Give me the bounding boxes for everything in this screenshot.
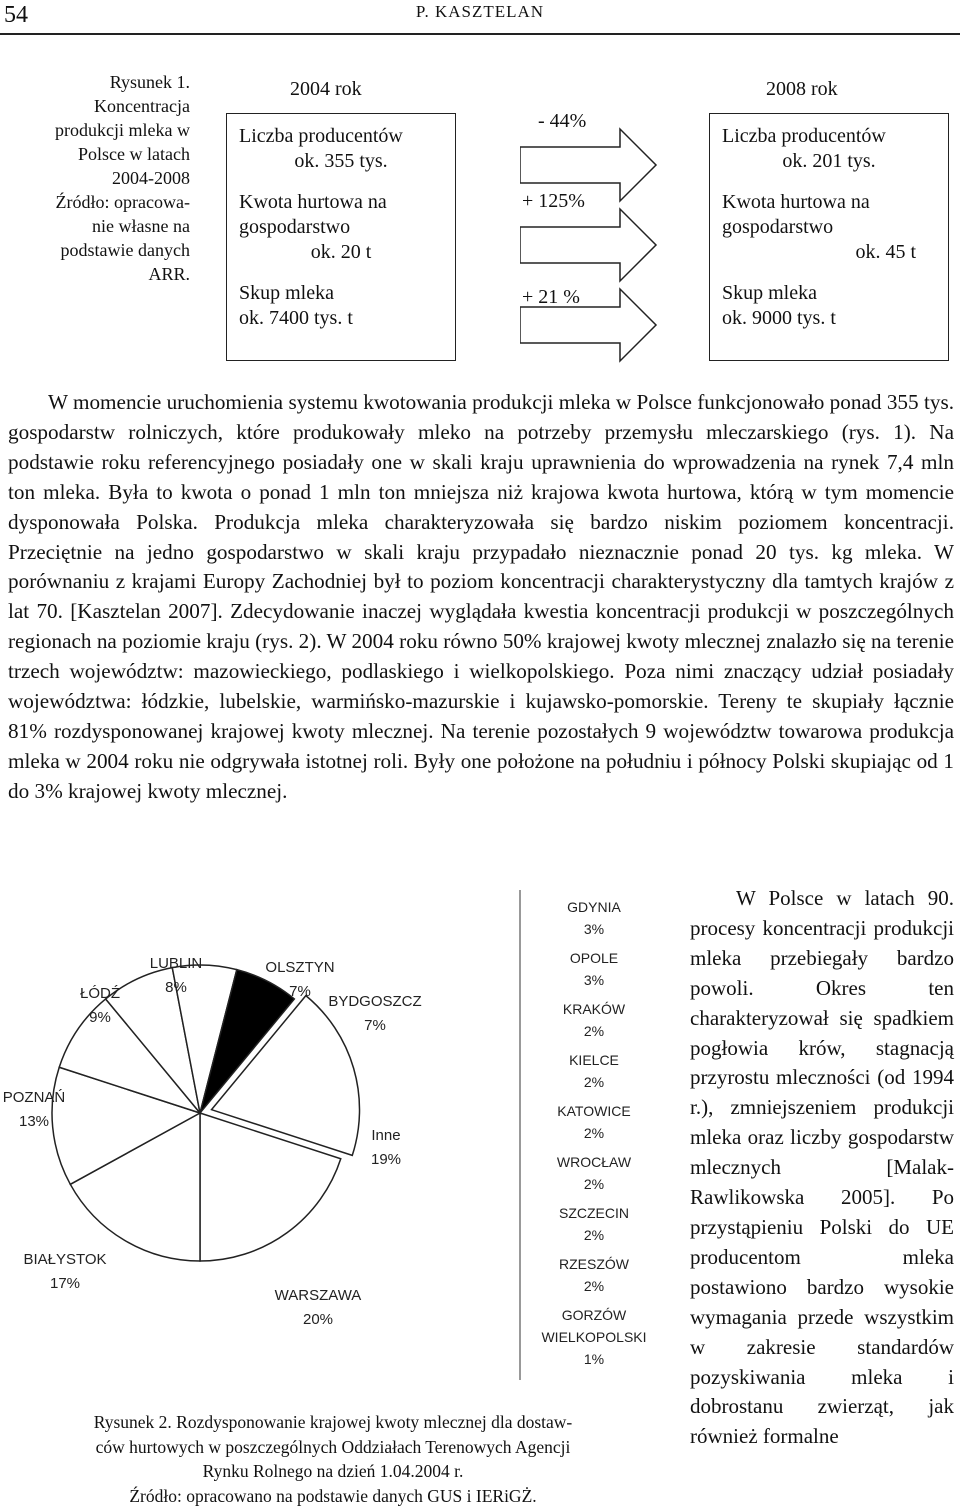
- pie-value-lublin: 8%: [165, 979, 187, 996]
- quota-label: Kwota hurtowa na: [722, 190, 936, 215]
- caption-line: produkcji mleka w: [20, 118, 190, 142]
- other-value-gorzow-wielkopolski: 1%: [584, 1351, 604, 1367]
- other-value-krakow: 2%: [584, 1023, 604, 1039]
- pie-value-olsztyn: 7%: [289, 983, 311, 1000]
- other-value-szczecin: 2%: [584, 1227, 604, 1243]
- side-paragraph-text: W Polsce w latach 90. procesy koncentracji produkcji mleka przebiegały bardzo powoli. Okres ten charakteryzował się spadkiem pogłowia krów, stagnacją przyrostu mleczności (od 1994 r.), zmniejszeniem produkcji mleka oraz liczby gospodarstw mlecznych [Malak-Rawlikowska 2005]. Po przystąpieniu Polski do UE producentom mleka postawiono bardzo wysokie wymagania przede wszystkim w zakresie standardów pozyskiwania mleka i dobrostanu zwierząt, jak również formalne: [690, 884, 954, 1452]
- caption-line: ARR.: [20, 262, 190, 286]
- pie-label-poznan: POZNAŃ: [3, 1089, 66, 1106]
- pie-value-odz: 9%: [89, 1009, 111, 1026]
- figure2-pie-chart: [0, 880, 680, 1410]
- other-label-szczecin: SZCZECIN: [559, 1205, 629, 1221]
- pie-label-odz: ŁÓDŹ: [80, 985, 120, 1002]
- pie-label-warszawa: WARSZAWA: [275, 1287, 362, 1304]
- body-paragraph: [8, 388, 954, 807]
- other-label-gorzow-wielkopolski: WIELKOPOLSKI: [541, 1329, 646, 1345]
- pie-label-inne: Inne: [371, 1127, 400, 1144]
- page-number: 54: [4, 2, 28, 29]
- quota-label: gospodarstwo: [722, 215, 936, 240]
- running-header-author: P. KASZTELAN: [0, 2, 960, 22]
- other-value-gdynia: 3%: [584, 921, 604, 937]
- quota-value: ok. 45 t: [722, 240, 936, 265]
- body-paragraph-text: W momencie uruchomienia systemu kwotowania produkcji mleka w Polsce funkcjonowało ponad 355 tys. gospodarstw rolniczych, które produkowały mleko na potrzeby przemysłu mleczarskiego (rys. 1). Na podstawie roku referencyjnego posiadały one w skali kraju uprawnienia do wprowadzenia na rynek 7,4 mln ton mleka. Była to kwota o ponad 1 mln ton mniejsza niż krajowa kwota hurtowa, którą w tym momencie dysponowała Polska. Produkcja mleka charakteryzowała się bardzo niskim poziomem koncentracji. Przeciętnie na jedno gospodarstwo w skali kraju przypadało nieznacznie ponad 20 tys. kg mleka. W porównaniu z krajami Europy Zachodniej był to poziom koncentracji charakterystyczny dla tamtych krajów z lat 70. [Kasztelan 2007]. Zdecydowanie inaczej wyglądała kwestia koncentracji produkcji w poszczególnych regionach na poziomie kraju (rys. 2). W 2004 roku równo 50% krajowej kwoty mlecznej znalazło się na terenie trzech województw: mazowieckiego, podlaskiego i wielkopolskiego. Poza nimi znaczący udział posiadały województwa: łódzkie, lubelskie, warmińsko-mazurskie i kujawsko-pomorskie. Tereny te skupiały łącznie 81% rozdysponowanej krajowej kwoty mlecznej. Na terenie pozostałych 9 województw towarowa produkcja mleka w 2004 roku nie odgrywała istotnej roli. Były one położone na południu i północy Polski skupiając od 1 do 3% krajowej kwoty mlecznej.: [8, 388, 954, 807]
- other-label-opole: OPOLE: [570, 950, 618, 966]
- header-rule: [0, 33, 960, 35]
- producers-label: Liczba producentów: [722, 124, 936, 149]
- change-purchase: + 21 %: [522, 286, 580, 309]
- other-value-opole: 3%: [584, 972, 604, 988]
- change-quota: + 125%: [522, 190, 585, 213]
- caption-line: podstawie danych: [20, 238, 190, 262]
- pie-value-poznan: 13%: [19, 1113, 49, 1130]
- other-label-gdynia: GDYNIA: [567, 899, 621, 915]
- quota-label: Kwota hurtowa na: [239, 190, 443, 215]
- producers-label: Liczba producentów: [239, 124, 443, 149]
- purchase-label: Skup mleka: [239, 281, 443, 306]
- purchase-value: ok. 7400 tys. t: [239, 306, 443, 331]
- other-label-krakow: KRAKÓW: [563, 1001, 626, 1017]
- other-value-rzeszow: 2%: [584, 1278, 604, 1294]
- caption-line: Rysunek 2. Rozdysponowanie krajowej kwoty mlecznej dla dostaw-: [18, 1410, 648, 1435]
- pie-value-bia-ystok: 17%: [50, 1275, 80, 1292]
- pie-label-lublin: LUBLIN: [150, 955, 203, 972]
- quota-label: gospodarstwo: [239, 215, 443, 240]
- other-value-katowice: 2%: [584, 1125, 604, 1141]
- producers-value: ok. 201 tys.: [722, 149, 936, 174]
- caption-line: nie własne na: [20, 214, 190, 238]
- caption-line: Źródło: opracowa-: [20, 190, 190, 214]
- arrow-quota: [520, 209, 656, 281]
- caption-line: Rysunek 1.: [20, 70, 190, 94]
- stats-box-2004: [226, 113, 456, 361]
- other-label-katowice: KATOWICE: [557, 1103, 630, 1119]
- figure2-caption: [18, 1410, 648, 1508]
- change-producers: - 44%: [538, 110, 586, 133]
- year-2004-label: 2004 rok: [290, 78, 362, 101]
- pie-value-warszawa: 20%: [303, 1311, 333, 1328]
- other-value-wroc-aw: 2%: [584, 1176, 604, 1192]
- pie-label-bia-ystok: BIAŁYSTOK: [23, 1251, 106, 1268]
- other-label-gorzow-wielkopolski: GORZÓW: [562, 1307, 627, 1323]
- purchase-value: ok. 9000 tys. t: [722, 306, 936, 331]
- caption-line: 2004-2008: [20, 166, 190, 190]
- caption-line: ców hurtowych w poszczególnych Oddziałach Terenowych Agencji: [18, 1435, 648, 1460]
- stats-box-2008: [709, 113, 949, 361]
- pie-value-bydgoszcz: 7%: [364, 1017, 386, 1034]
- year-2008-label: 2008 rok: [766, 78, 838, 101]
- caption-line: Źródło: opracowano na podstawie danych GUS i IERiGŻ.: [18, 1484, 648, 1508]
- producers-value: ok. 355 tys.: [239, 149, 443, 174]
- other-label-wroc-aw: WROCŁAW: [557, 1154, 632, 1170]
- purchase-label: Skup mleka: [722, 281, 936, 306]
- side-paragraph: [690, 884, 954, 1452]
- pie-label-olsztyn: OLSZTYN: [265, 959, 334, 976]
- other-label-rzeszow: RZESZÓW: [559, 1256, 630, 1272]
- caption-line: Rynku Rolnego na dzień 1.04.2004 r.: [18, 1459, 648, 1484]
- quota-value: ok. 20 t: [239, 240, 443, 265]
- change-arrows: [520, 125, 660, 375]
- pie-label-bydgoszcz: BYDGOSZCZ: [328, 993, 421, 1010]
- other-label-kielce: KIELCE: [569, 1052, 619, 1068]
- caption-line: Koncentracja: [20, 94, 190, 118]
- pie-value-inne: 19%: [371, 1151, 401, 1168]
- other-value-kielce: 2%: [584, 1074, 604, 1090]
- figure1-caption: [20, 70, 190, 286]
- caption-line: Polsce w latach: [20, 142, 190, 166]
